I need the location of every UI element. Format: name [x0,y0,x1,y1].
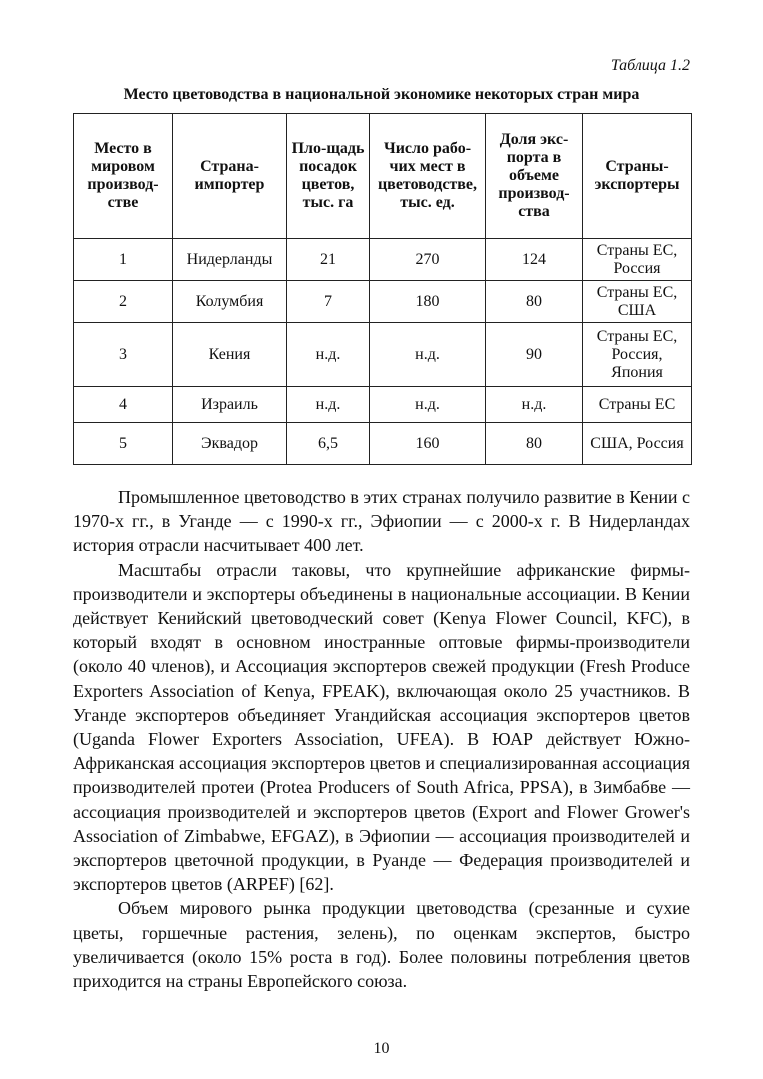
cell-place: 4 [74,387,173,423]
table-row [74,239,692,281]
header-importer: Страна-импортер [173,114,287,239]
header-place: Место в мировом производ-стве [74,114,173,239]
table-header-row [74,114,692,239]
cell-importer: Кения [173,323,287,387]
paragraph: Промышленное цветоводство в этих странах получило развитие в Кении с 1970-х гг., в Уганде — с 1990-х гг., Эфиопии — с 2000-х г. В Нидерландах история отрасли насчитывает 400 лет. [73,487,690,556]
paragraph: Масштабы отрасли таковы, что крупнейшие африканские фирмы-производители и экспортеры объединены в национальные ассоциации. В Кении действует Кенийский цветоводческий совет (Kenya Flower Council, KFC), в который входят в основном иностранные оптовые фирмы-производители (около 40 членов), и Ассоциация экспортеров свежей продукции (Fresh Produce Exporters Association of Kenya, FPEAK), включающая около 25 участников. В Уганде экспортеров объединяет Угандийская ассоциация экспортеров цветов (Uganda Flower Exporters Association, UFEA). В ЮАР действует Южно-Африканская ассоциация экспортеров цветов и специализированная ассоциация производителей протеи (Protea Producers of South Africa, PPSA), в Зимбабве — ассоциация производителей и экспортеров цветов (Export and Flower Grower's Association of Zimbabwe, EFGAZ), в Эфиопии — ассоциация производителей и экспортеров цветочной продукции, в Руанде — Федерация производителей и экспортеров цветов (ARPEF) [62]. [73,559,690,895]
page-content [73,56,690,993]
cell-importer: Эквадор [173,423,287,465]
cell-export-share: 80 [486,281,583,323]
cell-jobs: 180 [370,281,486,323]
table-row [74,323,692,387]
cell-export-share: н.д. [486,387,583,423]
data-table [73,113,692,465]
cell-exporters: Страны ЕС [583,387,692,423]
cell-place: 2 [74,281,173,323]
cell-importer: Нидерланды [173,239,287,281]
cell-jobs: 270 [370,239,486,281]
cell-area: н.д. [287,323,370,387]
cell-exporters: США, Россия [583,423,692,465]
cell-area: 7 [287,281,370,323]
paragraph: Объем мирового рынка продукции цветоводства (срезанные и сухие цветы, горшечные растения, зелень), по оценкам экспертов, быстро увеличивается (около 15% роста в год). Более половины потребления цветов приходится на страны Европейского союза. [73,898,690,992]
cell-importer: Израиль [173,387,287,423]
table-row [74,387,692,423]
cell-importer: Колумбия [173,281,287,323]
cell-area: 21 [287,239,370,281]
header-exporters: Страны-экспортеры [583,114,692,239]
table-label: Таблица 1.2 [610,57,690,74]
cell-area: 6,5 [287,423,370,465]
cell-export-share: 124 [486,239,583,281]
table-title: Место цветоводства в национальной экономике некоторых стран мира [123,86,640,103]
cell-exporters: Страны ЕС, Россия [583,239,692,281]
header-export-share: Доля экс-порта в объеме производ-ства [486,114,583,239]
table-row [74,423,692,465]
header-jobs: Число рабо-чих мест в цветоводстве, тыс. ед. [370,114,486,239]
cell-jobs: н.д. [370,323,486,387]
cell-place: 1 [74,239,173,281]
cell-jobs: 160 [370,423,486,465]
page-number: 10 [373,1040,390,1057]
cell-jobs: н.д. [370,387,486,423]
cell-place: 5 [74,423,173,465]
cell-export-share: 80 [486,423,583,465]
header-area: Пло-щадь посадок цветов, тыс. га [287,114,370,239]
body-text [73,485,690,993]
cell-place: 3 [74,323,173,387]
cell-export-share: 90 [486,323,583,387]
cell-exporters: Страны ЕС, США [583,281,692,323]
table-row [74,281,692,323]
cell-area: н.д. [287,387,370,423]
cell-exporters: Страны ЕС, Россия, Япония [583,323,692,387]
